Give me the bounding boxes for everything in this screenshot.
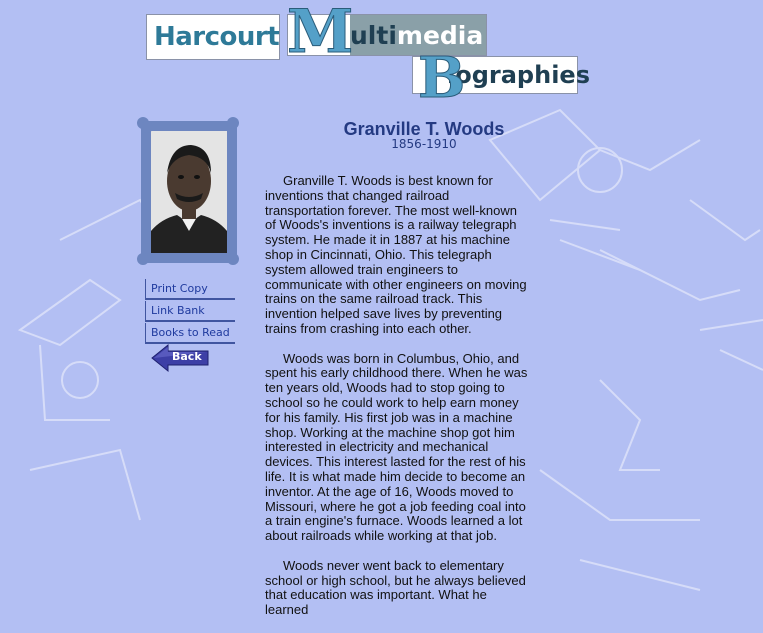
article-paragraph: Woods never went back to elementary school or high school, but he always believed that education was important. What he learned	[265, 557, 526, 618]
portrait-frame	[141, 121, 237, 263]
biography-article	[265, 174, 531, 633]
lifespan-dates: 1856-1910	[391, 137, 457, 151]
side-navigation	[145, 279, 235, 345]
logo-harcourt-text: Harcourt	[154, 22, 280, 52]
logo-ulti-text: ulti	[350, 21, 397, 50]
portrait-photo	[151, 131, 227, 253]
logo-b-letter: B	[418, 45, 466, 111]
page-title: Granville T. Woods	[343, 119, 505, 139]
logo-m-letter: M	[287, 0, 354, 67]
article-paragraph: Woods was born in Columbus, Ohio, and spent his early childhood there. When he was ten years old, Woods had to stop going to school so he could work to help earn money for his family. His first job was in a machine shop. Working at the machine shop got him interested in electricity and mechanical devices. This interest lasted for the rest of his life. It is what made him decide to become an inventor. At the age of 16, Woods moved to Missouri, where he got a job feeding coal into a train engine's furnace. Woods learned a lot about railroads while working at that job.	[265, 350, 528, 544]
logo-harcourt-box	[146, 14, 280, 60]
books-to-read-link[interactable]: Books to Read	[145, 323, 235, 344]
back-button[interactable]	[150, 343, 210, 373]
print-copy-link[interactable]: Print Copy	[145, 279, 235, 300]
back-button-label: Back	[172, 350, 202, 363]
logo-iographies-text: iographies	[447, 61, 590, 89]
site-logo	[0, 0, 763, 110]
article-paragraph: Granville T. Woods is best known for inventions that changed railroad transportation forever. The most well-known of Woods's inventions is a railway telegraph system. He made it in 1887 at his machine shop in Cincinnati, Ohio. This telegraph system allowed train engineers to communicate with other engineers on moving trains on the same railroad track. This invention helped save lives by preventing trains from crashing into each other.	[265, 173, 527, 336]
portrait-image	[151, 131, 227, 253]
logo-media-text: media	[396, 21, 484, 50]
link-bank-link[interactable]: Link Bank	[145, 301, 235, 322]
